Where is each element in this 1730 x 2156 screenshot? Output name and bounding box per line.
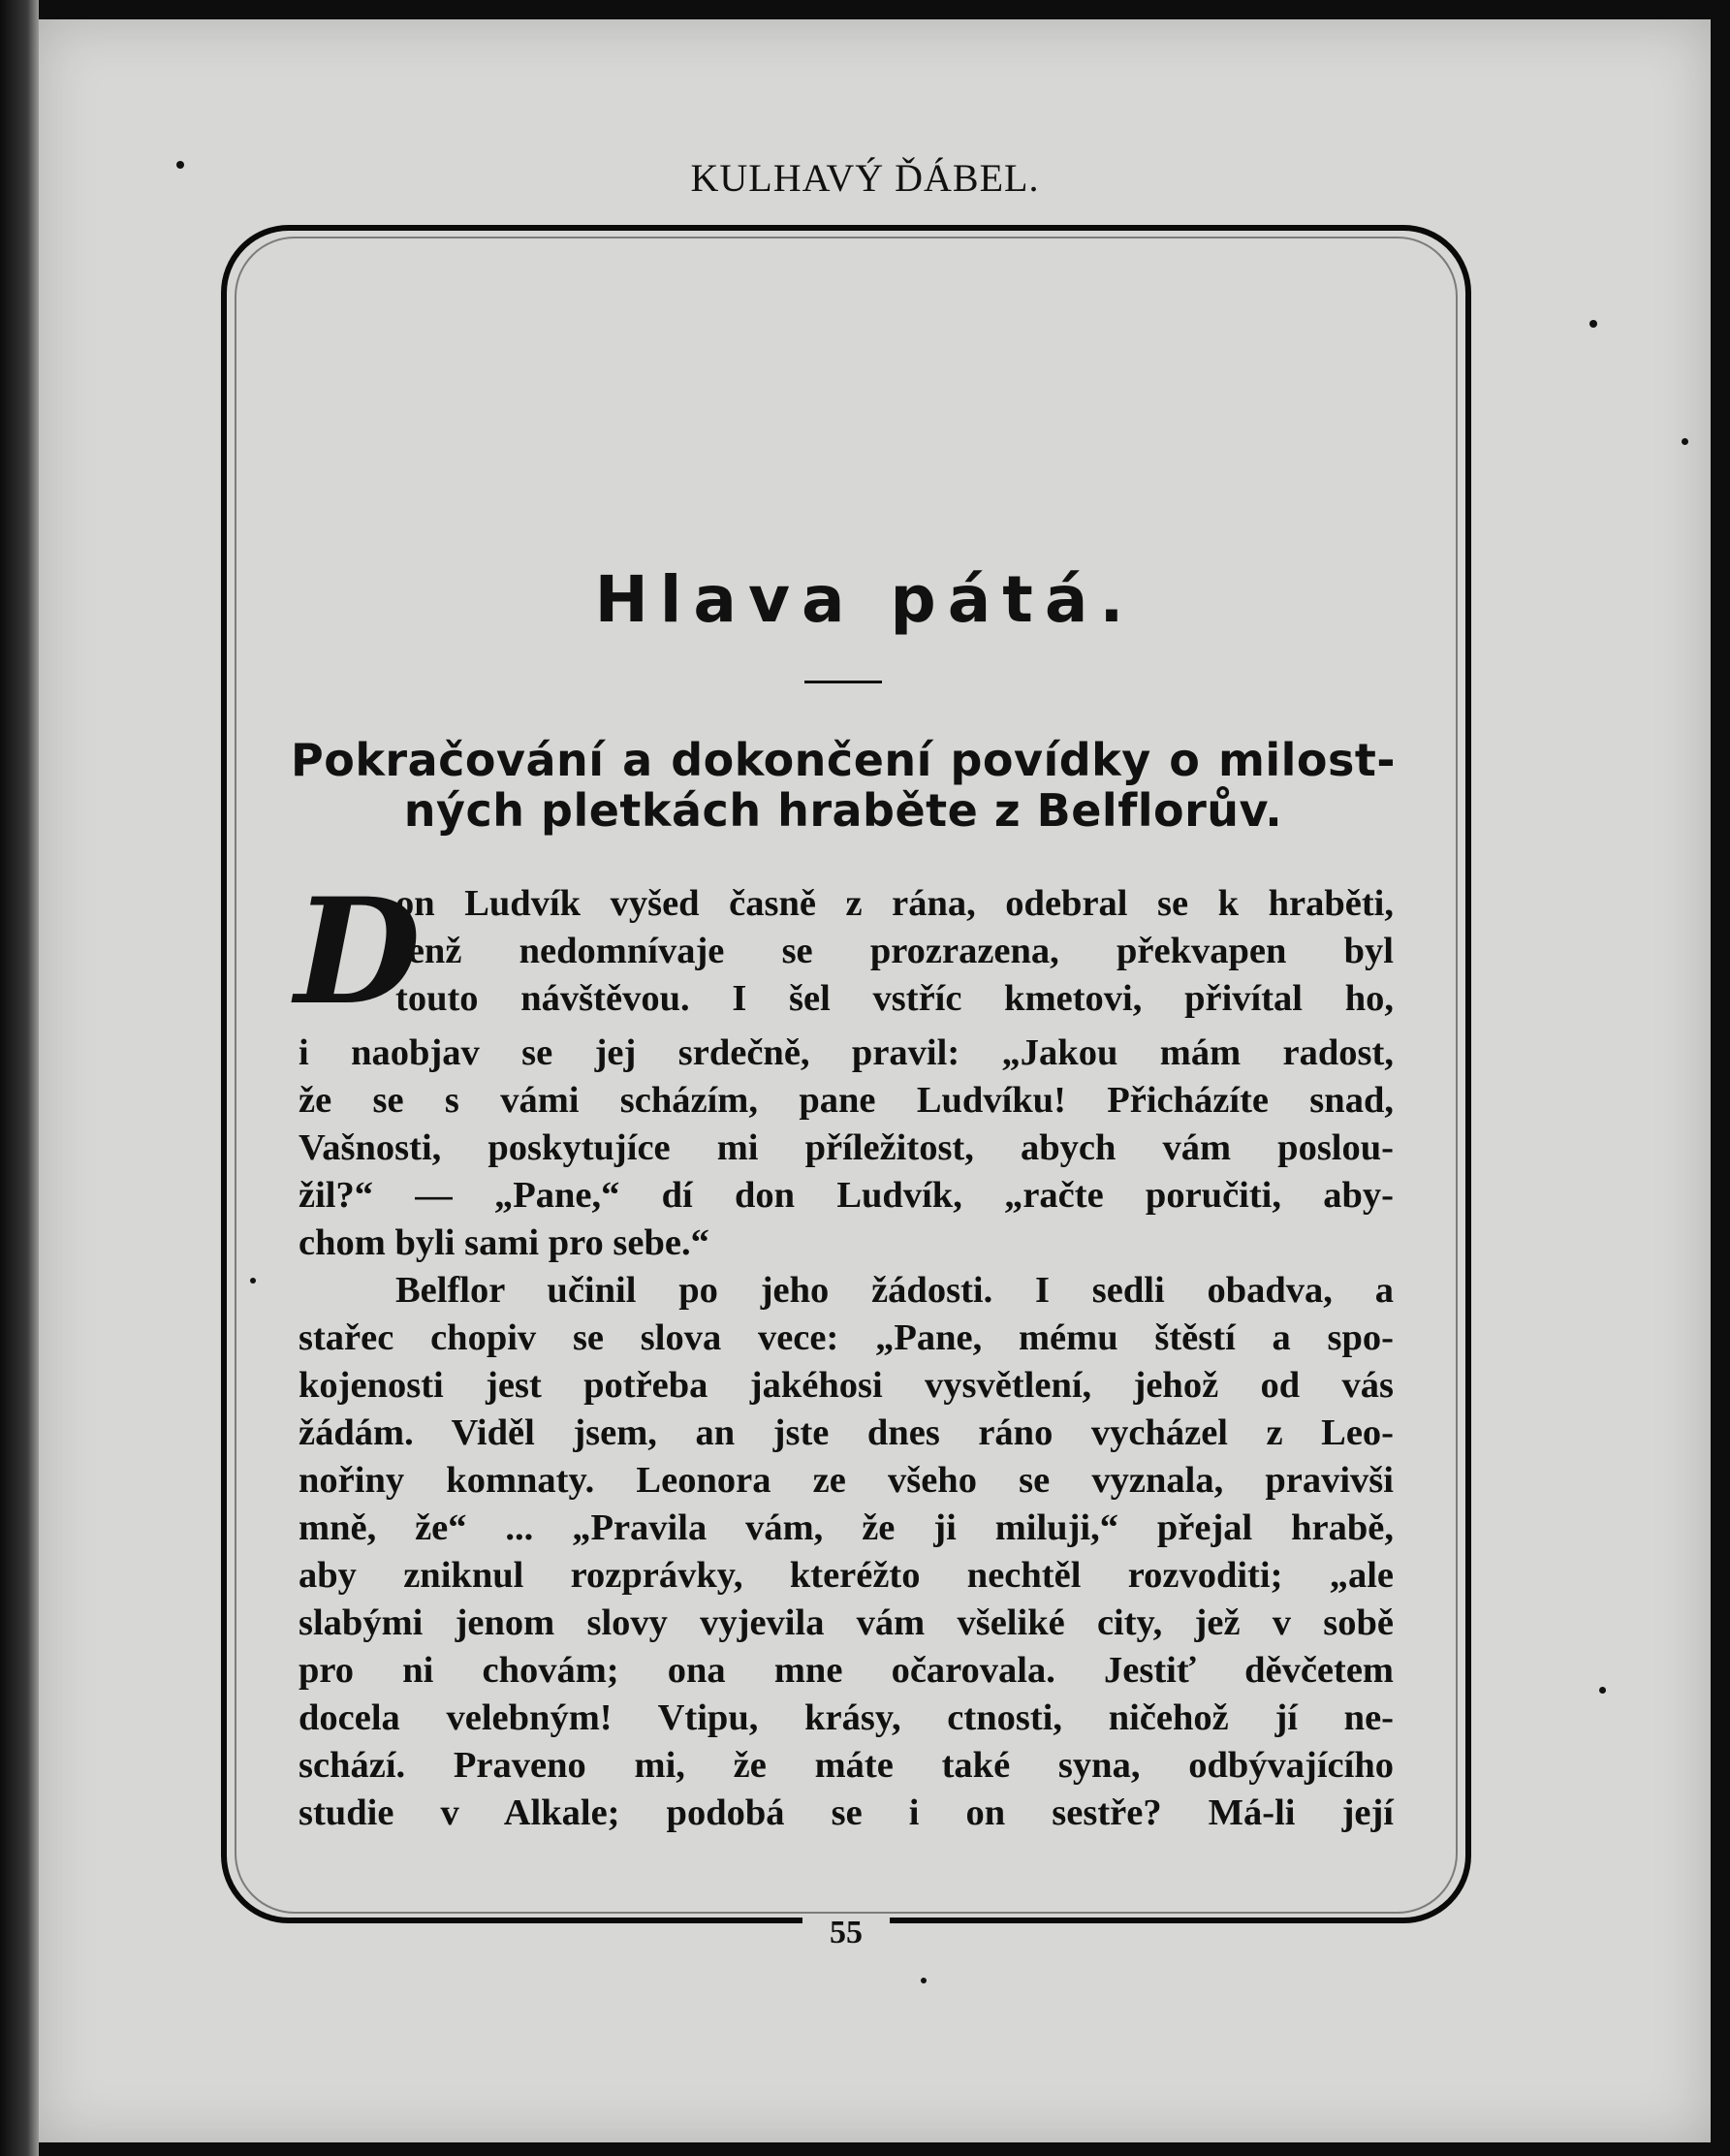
text-line: schází. Praveno mi, že máte také syna, odbývajícího <box>299 1745 1394 1786</box>
text-line: stařec chopiv se slova vece: „Pane, mému štěstí a spo- <box>299 1317 1394 1358</box>
dust-speck <box>176 161 184 169</box>
dust-speck <box>1589 320 1597 328</box>
text-line: aby zniknul rozprávky, kteréžto nechtěl rozvoditi; „ale <box>299 1555 1394 1596</box>
text-line: chom byli sami pro sebe.“ <box>299 1222 709 1263</box>
running-head: KULHAVÝ ĎÁBEL. <box>690 156 1040 200</box>
body-text <box>295 867 1394 1837</box>
text-line: že se s vámi scházím, pane Ludvíku! Přicházíte snad, <box>299 1080 1394 1121</box>
text-line: pro ni chovám; ona mne očarovala. Jestiť děvčetem <box>299 1650 1394 1691</box>
paragraph-2 <box>299 1267 1394 1837</box>
text-line: studie v Alkale; podobá se i on sestře? Má-li její <box>299 1792 1394 1833</box>
dust-speck <box>250 1278 256 1284</box>
text-line: žádám. Viděl jsem, an jste dnes ráno vycházel z Leo- <box>299 1412 1394 1453</box>
text-line: kojenosti jest potřeba jakéhosi vysvětlení, jehož od vás <box>299 1365 1394 1406</box>
subtitle-line: Pokračování a dokončení povídky o milost- <box>291 734 1396 786</box>
dust-speck <box>1682 438 1688 445</box>
page-gutter-shadow <box>0 0 39 2156</box>
drop-cap: D <box>295 867 422 1037</box>
chapter-title: Hlava pátá. <box>594 562 1136 637</box>
subtitle-line: ných pletkách hraběte z Belflorův. <box>403 784 1283 837</box>
text-line: Belflor učinil po jeho žádosti. I sedli obadva, a <box>395 1270 1394 1311</box>
text-line: jenž nedomnívaje se prozrazena, překvapen byl <box>395 931 1394 971</box>
text-line: on Ludvík vyšed časně z rána, odebral se k hraběti, <box>395 883 1394 924</box>
text-line: mně, že“ ... „Pravila vám, že ji miluji,“ přejal hrabě, <box>299 1507 1394 1548</box>
page-number-row <box>221 1904 1471 1962</box>
paragraph-1 <box>295 867 1394 1267</box>
text-line: docela velebným! Vtipu, krásy, ctnosti, ničehož jí ne- <box>299 1697 1394 1738</box>
text-line: nořiny komnaty. Leonora ze všeho se vyznala, pravivši <box>299 1460 1394 1501</box>
title-rule <box>804 681 882 683</box>
dust-speck <box>921 1978 927 1983</box>
text-line: touto návštěvou. I šel vstříc kmetovi, přivítal ho, <box>395 978 1394 1019</box>
page-number: 55 <box>802 1915 890 1951</box>
text-line: slabými jenom slovy vyjevila vám všeliké city, jež v sobě <box>299 1602 1394 1643</box>
dust-speck <box>1599 1687 1606 1694</box>
chapter-subtitle <box>291 735 1396 836</box>
text-line: žil?“ — „Pane,“ dí don Ludvík, „račte poručiti, aby- <box>299 1175 1394 1216</box>
text-line: Vašnosti, poskytujíce mi příležitost, abych vám poslou- <box>299 1127 1394 1168</box>
text-line: i naobjav se jej srdečně, pravil: „Jakou mám radost, <box>299 1032 1394 1073</box>
